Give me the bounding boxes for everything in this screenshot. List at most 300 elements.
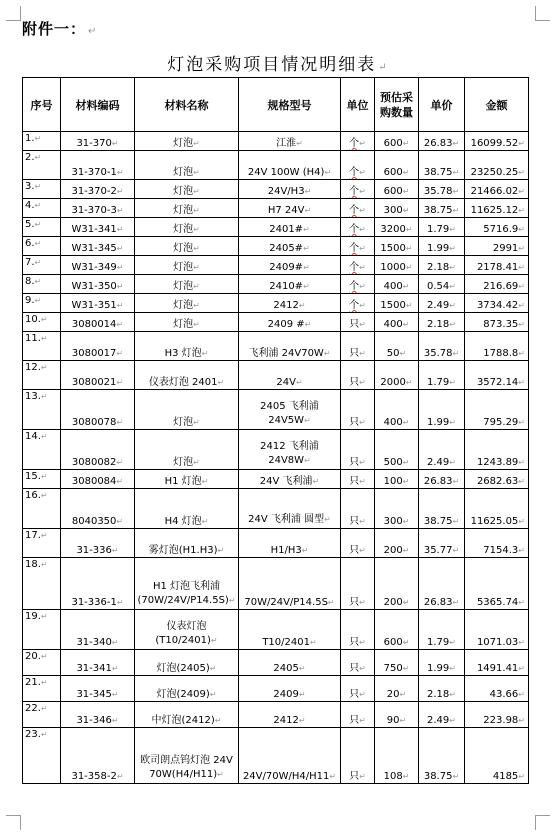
cell-spec: 2412 飞利浦 24V8W↵ [239, 430, 341, 470]
cell-qty: 108↵ [375, 728, 419, 784]
cell-mark-icon: ↵ [210, 636, 218, 645]
cell-mark-icon: ↵ [193, 139, 200, 148]
cell-amount: 11625.05↵ [465, 489, 529, 529]
cell-mark-icon: ↵ [449, 320, 456, 329]
paragraph-mark-icon: ↵ [88, 26, 98, 37]
table-row [23, 256, 529, 275]
cell-mark-icon: ↵ [214, 716, 222, 725]
cell-name: 灯泡↵ [135, 151, 239, 180]
cell-mark-icon: ↵ [518, 225, 525, 234]
cell-spec: 2405↵ [239, 650, 341, 676]
cell-mark-icon: ↵ [449, 664, 456, 673]
cell-amount: 5365.74↵ [465, 558, 529, 610]
cell-mark-icon: ↵ [312, 477, 320, 486]
cell-unit: 个↵ [341, 294, 375, 313]
cell-mark-icon: ↵ [193, 187, 200, 196]
cell-spec: H7 24V↵ [239, 199, 341, 218]
cell-mark-icon: ↵ [217, 770, 224, 779]
cell-mark-icon: ↵ [327, 598, 335, 607]
cell-price: 35.77↵ [419, 529, 465, 558]
cell-qty: 200↵ [375, 529, 419, 558]
cell-mark-icon: ↵ [116, 517, 124, 526]
cell-mark-icon: ↵ [452, 168, 460, 177]
cell-no: 14.↵ [23, 430, 61, 470]
cell-mark-icon: ↵ [449, 378, 456, 387]
crop-mark-bottom-left [6, 815, 21, 830]
header-amount: 金额 [465, 78, 529, 132]
cell-no: 18.↵ [23, 558, 61, 610]
cell-mark-icon: ↵ [359, 320, 366, 329]
cell-mark-icon: ↵ [40, 432, 48, 441]
cell-mark-icon: ↵ [402, 168, 410, 177]
cell-mark-icon: ↵ [193, 225, 200, 234]
cell-mark-icon: ↵ [298, 716, 306, 725]
cell-code: 31-370-1↵ [61, 151, 135, 180]
cell-mark-icon: ↵ [298, 301, 306, 310]
cell-amount: 3572.14↵ [465, 361, 529, 390]
cell-unit: 只↵ [341, 489, 375, 529]
cell-mark-icon: ↵ [209, 664, 217, 673]
cell-mark-icon: ↵ [193, 263, 200, 272]
cell-code: 31-370-2↵ [61, 180, 135, 199]
cell-mark-icon: ↵ [518, 418, 525, 427]
cell-mark-icon: ↵ [452, 349, 460, 358]
cell-qty: 20↵ [375, 676, 419, 702]
cell-mark-icon: ↵ [323, 349, 331, 358]
cell-mark-icon: ↵ [40, 531, 48, 540]
cell-mark-icon: ↵ [116, 349, 124, 358]
cell-mark-icon: ↵ [402, 320, 410, 329]
cell-mark-icon: ↵ [116, 458, 124, 467]
cell-mark-icon: ↵ [303, 225, 310, 234]
cell-mark-icon: ↵ [449, 301, 456, 310]
cell-qty: 600↵ [375, 610, 419, 650]
cell-amount: 16099.52↵ [465, 132, 529, 151]
cell-name: 灯泡↵ [135, 256, 239, 275]
table-row [23, 218, 529, 237]
cell-spec: 2409 #↵ [239, 313, 341, 332]
cell-mark-icon: ↵ [518, 282, 525, 291]
cell-mark-icon: ↵ [399, 349, 407, 358]
cell-name: 灯泡(2405)↵ [135, 650, 239, 676]
cell-mark-icon: ↵ [34, 134, 42, 143]
cell-mark-icon: ↵ [298, 664, 306, 673]
cell-qty: 500↵ [375, 430, 419, 470]
cell-mark-icon: ↵ [217, 378, 225, 387]
cell-mark-icon: ↵ [405, 225, 413, 234]
cell-qty: 3200↵ [375, 218, 419, 237]
crop-mark-top-right [535, 6, 550, 21]
cell-mark-icon: ↵ [303, 263, 310, 272]
cell-name: H4 灯泡↵ [135, 489, 239, 529]
cell-unit: 只↵ [341, 332, 375, 361]
cell-mark-icon: ↵ [449, 263, 456, 272]
cell-unit: 只↵ [341, 390, 375, 430]
cell-mark-icon: ↵ [518, 187, 525, 196]
cell-code: 8040350↵ [61, 489, 135, 529]
cell-code: 31-336↵ [61, 529, 135, 558]
cell-spec: 2409↵ [239, 676, 341, 702]
cell-code: 31-340↵ [61, 610, 135, 650]
cell-no: 10.↵ [23, 313, 61, 332]
cell-no: 22.↵ [23, 702, 61, 728]
cell-mark-icon: ↵ [359, 458, 366, 467]
cell-mark-icon: ↵ [34, 220, 42, 229]
cell-price: 1.99↵ [419, 390, 465, 430]
cell-qty: 600↵ [375, 151, 419, 180]
cell-mark-icon: ↵ [359, 378, 366, 387]
cell-no: 4.↵ [23, 199, 61, 218]
cell-qty: 1000↵ [375, 256, 419, 275]
cell-unit: 只↵ [341, 676, 375, 702]
cell-unit: 个↵ [341, 132, 375, 151]
cell-mark-icon: ↵ [201, 517, 209, 526]
cell-name: 灯泡↵ [135, 132, 239, 151]
cell-unit: 只↵ [341, 610, 375, 650]
cell-spec: H1/H3↵ [239, 529, 341, 558]
cell-mark-icon: ↵ [193, 206, 200, 215]
cell-mark-icon: ↵ [518, 772, 525, 781]
cell-price: 1.79↵ [419, 218, 465, 237]
cell-amount: 1491.41↵ [465, 650, 529, 676]
cell-mark-icon: ↵ [34, 258, 42, 267]
cell-spec: 2409#↵ [239, 256, 341, 275]
cell-no: 23.↵ [23, 728, 61, 784]
cell-mark-icon: ↵ [359, 139, 366, 148]
cell-name: 灯泡↵ [135, 313, 239, 332]
cell-mark-icon: ↵ [518, 690, 525, 699]
cell-unit: 个↵ [341, 199, 375, 218]
cell-unit: 只↵ [341, 558, 375, 610]
cell-price: 2.18↵ [419, 256, 465, 275]
cell-spec: 2410#↵ [239, 275, 341, 294]
cell-mark-icon: ↵ [402, 458, 410, 467]
cell-price: 2.49↵ [419, 430, 465, 470]
cell-mark-icon: ↵ [111, 546, 119, 555]
cell-mark-icon: ↵ [449, 638, 456, 647]
cell-mark-icon: ↵ [449, 282, 456, 291]
cell-qty: 600↵ [375, 132, 419, 151]
table-row [23, 676, 529, 702]
cell-mark-icon: ↵ [449, 458, 456, 467]
table-row [23, 199, 529, 218]
header-no: 序号 [23, 78, 61, 132]
cell-mark-icon: ↵ [359, 263, 366, 272]
cell-mark-icon: ↵ [452, 517, 460, 526]
cell-mark-icon: ↵ [518, 664, 525, 673]
cell-price: 1.79↵ [419, 361, 465, 390]
cell-mark-icon: ↵ [518, 301, 525, 310]
cell-mark-icon: ↵ [201, 349, 209, 358]
cell-mark-icon: ↵ [359, 282, 366, 291]
cell-mark-icon: ↵ [116, 206, 124, 215]
cell-mark-icon: ↵ [402, 206, 410, 215]
cell-spec: 24V/H3↵ [239, 180, 341, 199]
cell-amount: 5716.9↵ [465, 218, 529, 237]
cell-spec: 70W/24V/P14.5S↵ [239, 558, 341, 610]
cell-no: 13.↵ [23, 390, 61, 430]
cell-amount: 3734.42↵ [465, 294, 529, 313]
table-row [23, 650, 529, 676]
cell-mark-icon: ↵ [309, 638, 317, 647]
table-row [23, 332, 529, 361]
cell-spec: T10/2401↵ [239, 610, 341, 650]
cell-amount: 43.66↵ [465, 676, 529, 702]
cell-mark-icon: ↵ [116, 244, 124, 253]
cell-mark-icon: ↵ [402, 772, 410, 781]
cell-unit: 个↵ [341, 180, 375, 199]
cell-name: H3 灯泡↵ [135, 332, 239, 361]
cell-mark-icon: ↵ [518, 263, 525, 272]
cell-mark-icon: ↵ [34, 296, 42, 305]
cell-mark-icon: ↵ [359, 206, 366, 215]
cell-mark-icon: ↵ [193, 244, 200, 253]
cell-no: 21.↵ [23, 676, 61, 702]
cell-code: 3080021↵ [61, 361, 135, 390]
cell-mark-icon: ↵ [359, 546, 366, 555]
cell-amount: 2178.41↵ [465, 256, 529, 275]
cell-mark-icon: ↵ [40, 560, 48, 569]
cell-mark-icon: ↵ [359, 349, 366, 358]
cell-mark-icon: ↵ [359, 690, 366, 699]
cell-mark-icon: ↵ [402, 638, 410, 647]
cell-mark-icon: ↵ [405, 378, 413, 387]
cell-mark-icon: ↵ [116, 263, 124, 272]
cell-mark-icon: ↵ [304, 206, 312, 215]
cell-unit: 个↵ [341, 151, 375, 180]
cell-amount: 1243.89↵ [465, 430, 529, 470]
cell-price: 38.75↵ [419, 199, 465, 218]
cell-mark-icon: ↵ [449, 690, 456, 699]
cell-amount: 1788.8↵ [465, 332, 529, 361]
cell-name: 中灯泡(2412)↵ [135, 702, 239, 728]
cell-mark-icon: ↵ [452, 139, 460, 148]
cell-code: W31-351↵ [61, 294, 135, 313]
cell-unit: 只↵ [341, 702, 375, 728]
cell-unit: 只↵ [341, 430, 375, 470]
cell-mark-icon: ↵ [40, 612, 48, 621]
cell-price: 35.78↵ [419, 332, 465, 361]
cell-mark-icon: ↵ [359, 664, 366, 673]
cell-mark-icon: ↵ [359, 225, 366, 234]
cell-no: 8.↵ [23, 275, 61, 294]
cell-qty: 400↵ [375, 390, 419, 430]
cell-unit: 个↵ [341, 256, 375, 275]
cell-spec: 2405#↵ [239, 237, 341, 256]
cell-mark-icon: ↵ [116, 320, 124, 329]
cell-code: 31-336-1↵ [61, 558, 135, 610]
cell-code: 31-341↵ [61, 650, 135, 676]
cell-name: 灯泡↵ [135, 218, 239, 237]
cell-no: 5.↵ [23, 218, 61, 237]
cell-mark-icon: ↵ [116, 282, 124, 291]
cell-qty: 400↵ [375, 275, 419, 294]
cell-mark-icon: ↵ [402, 598, 410, 607]
paragraph-mark-icon: ↵ [378, 62, 389, 73]
cell-price: 38.75↵ [419, 151, 465, 180]
cell-mark-icon: ↵ [518, 546, 525, 555]
cell-price: 26.83↵ [419, 132, 465, 151]
cell-name: H1 灯泡↵ [135, 470, 239, 489]
cell-code: 3080082↵ [61, 430, 135, 470]
table-row [23, 489, 529, 529]
table-row [23, 361, 529, 390]
cell-code: 3080014↵ [61, 313, 135, 332]
table-row [23, 470, 529, 489]
cell-mark-icon: ↵ [116, 378, 124, 387]
cell-name: 雾灯泡(H1.H3)↵ [135, 529, 239, 558]
cell-spec: 2412↵ [239, 702, 341, 728]
cell-mark-icon: ↵ [402, 664, 410, 673]
cell-mark-icon: ↵ [193, 301, 200, 310]
cell-spec: 24V 飞利浦 圆型↵ [239, 489, 341, 529]
table-row [23, 151, 529, 180]
cell-mark-icon: ↵ [111, 690, 119, 699]
cell-no: 7.↵ [23, 256, 61, 275]
cell-mark-icon: ↵ [359, 517, 366, 526]
cell-amount: 23250.25↵ [465, 151, 529, 180]
cell-name: 灯泡↵ [135, 390, 239, 430]
cell-mark-icon: ↵ [359, 418, 366, 427]
cell-qty: 300↵ [375, 199, 419, 218]
cell-price: 1.99↵ [419, 237, 465, 256]
cell-mark-icon: ↵ [518, 206, 525, 215]
cell-mark-icon: ↵ [303, 244, 310, 253]
cell-mark-icon: ↵ [399, 690, 407, 699]
cell-mark-icon: ↵ [518, 716, 525, 725]
cell-code: 3080078↵ [61, 390, 135, 430]
cell-mark-icon: ↵ [116, 225, 124, 234]
cell-mark-icon: ↵ [449, 418, 456, 427]
cell-name: 灯泡↵ [135, 180, 239, 199]
cell-amount: 2682.63↵ [465, 470, 529, 489]
cell-mark-icon: ↵ [34, 239, 42, 248]
table-row [23, 702, 529, 728]
table-row [23, 430, 529, 470]
cell-spec: 江淮↵ [239, 132, 341, 151]
table-row [23, 390, 529, 430]
cell-code: W31-350↵ [61, 275, 135, 294]
attachment-label: 附件一： ↵ [22, 20, 98, 38]
cell-no: 15.↵ [23, 470, 61, 489]
cell-unit: 只↵ [341, 313, 375, 332]
cell-price: 0.54↵ [419, 275, 465, 294]
cell-qty: 750↵ [375, 650, 419, 676]
cell-mark-icon: ↵ [359, 168, 366, 177]
cell-mark-icon: ↵ [452, 187, 460, 196]
table-row [23, 313, 529, 332]
cell-mark-icon: ↵ [116, 418, 124, 427]
cell-price: 35.78↵ [419, 180, 465, 199]
cell-mark-icon: ↵ [209, 690, 217, 699]
cell-mark-icon: ↵ [228, 596, 236, 605]
table-row [23, 610, 529, 650]
cell-no: 12.↵ [23, 361, 61, 390]
cell-mark-icon: ↵ [116, 477, 124, 486]
cell-mark-icon: ↵ [304, 456, 311, 465]
cell-mark-icon: ↵ [452, 546, 460, 555]
cell-mark-icon: ↵ [518, 168, 525, 177]
cell-amount: 11625.12↵ [465, 199, 529, 218]
cell-code: 3080017↵ [61, 332, 135, 361]
cell-price: 2.49↵ [419, 702, 465, 728]
cell-qty: 400↵ [375, 313, 419, 332]
cell-unit: 个↵ [341, 218, 375, 237]
cell-mark-icon: ↵ [40, 678, 48, 687]
cell-amount: 223.98↵ [465, 702, 529, 728]
cell-no: 9.↵ [23, 294, 61, 313]
cell-mark-icon: ↵ [40, 472, 48, 481]
cell-amount: 4185↵ [465, 728, 529, 784]
cell-no: 11.↵ [23, 332, 61, 361]
document-title: 灯泡采购项目情况明细表 ↵ [167, 55, 389, 75]
cell-mark-icon: ↵ [303, 282, 310, 291]
cell-mark-icon: ↵ [298, 690, 306, 699]
cell-spec: 24V 100W (H4)↵ [239, 151, 341, 180]
table-row [23, 558, 529, 610]
cell-mark-icon: ↵ [452, 598, 460, 607]
cell-mark-icon: ↵ [402, 282, 410, 291]
cell-mark-icon: ↵ [324, 168, 332, 177]
header-name: 材料名称 [135, 78, 239, 132]
cell-mark-icon: ↵ [116, 168, 124, 177]
cell-mark-icon: ↵ [304, 416, 311, 425]
cell-mark-icon: ↵ [449, 225, 456, 234]
cell-spec: 24V 飞利浦↵ [239, 470, 341, 489]
cell-name: 欧司朗点钨灯泡 24V 70W(H4/H11)↵ [135, 728, 239, 784]
cell-spec: 2412↵ [239, 294, 341, 313]
cell-code: 31-345↵ [61, 676, 135, 702]
cell-code: 31-358-2↵ [61, 728, 135, 784]
cell-mark-icon: ↵ [295, 378, 303, 387]
cell-unit: 个↵ [341, 237, 375, 256]
cell-mark-icon: ↵ [452, 772, 460, 781]
cell-mark-icon: ↵ [405, 301, 413, 310]
cell-amount: 2991↵ [465, 237, 529, 256]
cell-qty: 100↵ [375, 470, 419, 489]
cell-mark-icon: ↵ [518, 378, 525, 387]
cell-mark-icon: ↵ [359, 477, 366, 486]
cell-name: 灯泡↵ [135, 275, 239, 294]
cell-mark-icon: ↵ [40, 392, 48, 401]
cell-mark-icon: ↵ [405, 244, 413, 253]
cell-code: W31-345↵ [61, 237, 135, 256]
cell-amount: 1071.03↵ [465, 610, 529, 650]
cell-mark-icon: ↵ [116, 301, 124, 310]
cell-mark-icon: ↵ [329, 772, 337, 781]
cell-mark-icon: ↵ [193, 282, 200, 291]
table-row [23, 728, 529, 784]
cell-no: 2.↵ [23, 151, 61, 180]
cell-spec: 24V/70W/H4/H11↵ [239, 728, 341, 784]
cell-mark-icon: ↵ [518, 349, 525, 358]
cell-qty: 1500↵ [375, 294, 419, 313]
cell-mark-icon: ↵ [40, 363, 48, 372]
cell-mark-icon: ↵ [301, 546, 309, 555]
cell-qty: 1500↵ [375, 237, 419, 256]
cell-name: 灯泡↵ [135, 237, 239, 256]
cell-mark-icon: ↵ [402, 477, 410, 486]
cell-mark-icon: ↵ [40, 334, 48, 343]
header-spec: 规格型号 [239, 78, 341, 132]
cell-name: 灯泡↵ [135, 294, 239, 313]
cell-mark-icon: ↵ [449, 716, 456, 725]
cell-mark-icon: ↵ [324, 515, 331, 524]
cell-mark-icon: ↵ [111, 638, 119, 647]
cell-spec: 2405 飞利浦 24V5W↵ [239, 390, 341, 430]
cell-mark-icon: ↵ [193, 168, 200, 177]
cell-price: 38.75↵ [419, 728, 465, 784]
